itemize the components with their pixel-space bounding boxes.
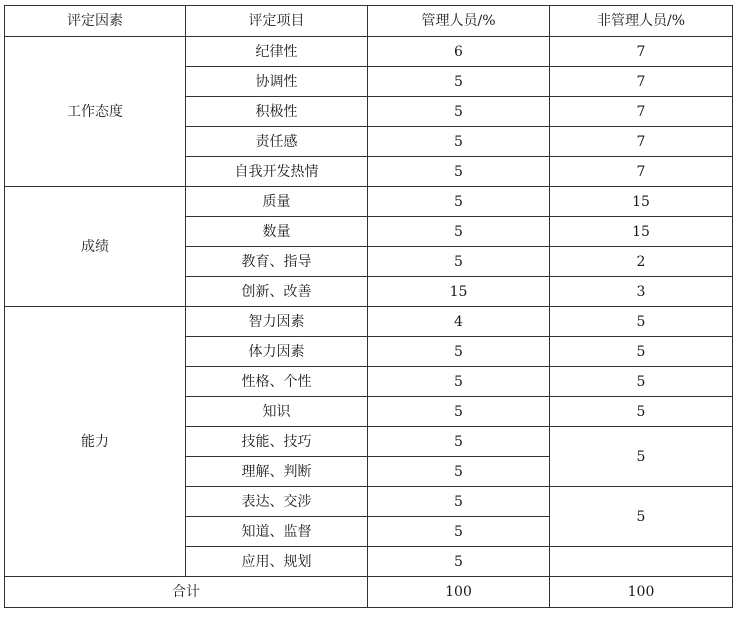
item-cell: 体力因素 — [186, 337, 368, 367]
table-row — [5, 187, 733, 217]
manager-cell: 5 — [368, 457, 550, 487]
item-cell: 积极性 — [186, 97, 368, 127]
non-manager-cell: 5 — [550, 397, 733, 427]
factor-cell-work-attitude: 工作态度 — [5, 37, 186, 187]
total-non-manager: 100 — [550, 577, 733, 608]
item-cell: 智力因素 — [186, 307, 368, 337]
item-cell: 协调性 — [186, 67, 368, 97]
total-row — [5, 577, 733, 608]
total-manager: 100 — [368, 577, 550, 608]
non-manager-cell: 3 — [550, 277, 733, 307]
non-manager-cell: 5 — [550, 337, 733, 367]
item-cell: 知道、监督 — [186, 517, 368, 547]
item-cell: 应用、规划 — [186, 547, 368, 577]
item-cell: 质量 — [186, 187, 368, 217]
non-manager-cell: 5 — [550, 367, 733, 397]
non-manager-cell-merged: 5 — [550, 427, 733, 487]
item-cell: 责任感 — [186, 127, 368, 157]
manager-cell: 5 — [368, 127, 550, 157]
table-row — [5, 37, 733, 67]
item-cell: 创新、改善 — [186, 277, 368, 307]
header-factor: 评定因素 — [5, 6, 186, 37]
header-row — [5, 6, 733, 37]
manager-cell: 4 — [368, 307, 550, 337]
non-manager-cell — [550, 547, 733, 577]
item-cell: 数量 — [186, 217, 368, 247]
item-cell: 性格、个性 — [186, 367, 368, 397]
manager-cell: 5 — [368, 217, 550, 247]
non-manager-cell-merged: 5 — [550, 487, 733, 547]
non-manager-cell: 7 — [550, 157, 733, 187]
non-manager-cell: 7 — [550, 37, 733, 67]
total-label: 合计 — [5, 577, 368, 608]
item-cell: 技能、技巧 — [186, 427, 368, 457]
manager-cell: 6 — [368, 37, 550, 67]
factor-cell-ability: 能力 — [5, 307, 186, 577]
item-cell: 表达、交涉 — [186, 487, 368, 517]
non-manager-cell: 2 — [550, 247, 733, 277]
item-cell: 自我开发热情 — [186, 157, 368, 187]
factor-cell-performance: 成绩 — [5, 187, 186, 307]
non-manager-cell: 7 — [550, 67, 733, 97]
non-manager-cell: 15 — [550, 217, 733, 247]
item-cell: 教育、指导 — [186, 247, 368, 277]
manager-cell: 5 — [368, 397, 550, 427]
table-row — [5, 307, 733, 337]
manager-cell: 5 — [368, 427, 550, 457]
header-item: 评定项目 — [186, 6, 368, 37]
manager-cell: 5 — [368, 67, 550, 97]
manager-cell: 15 — [368, 277, 550, 307]
manager-cell: 5 — [368, 367, 550, 397]
non-manager-cell: 15 — [550, 187, 733, 217]
header-manager: 管理人员/% — [368, 6, 550, 37]
non-manager-cell: 7 — [550, 97, 733, 127]
manager-cell: 5 — [368, 487, 550, 517]
manager-cell: 5 — [368, 247, 550, 277]
non-manager-cell: 5 — [550, 307, 733, 337]
header-non-manager: 非管理人员/% — [550, 6, 733, 37]
manager-cell: 5 — [368, 157, 550, 187]
item-cell: 纪律性 — [186, 37, 368, 67]
manager-cell: 5 — [368, 97, 550, 127]
manager-cell: 5 — [368, 337, 550, 367]
non-manager-cell: 7 — [550, 127, 733, 157]
manager-cell: 5 — [368, 517, 550, 547]
evaluation-weight-table — [4, 5, 733, 608]
manager-cell: 5 — [368, 547, 550, 577]
item-cell: 理解、判断 — [186, 457, 368, 487]
item-cell: 知识 — [186, 397, 368, 427]
manager-cell: 5 — [368, 187, 550, 217]
